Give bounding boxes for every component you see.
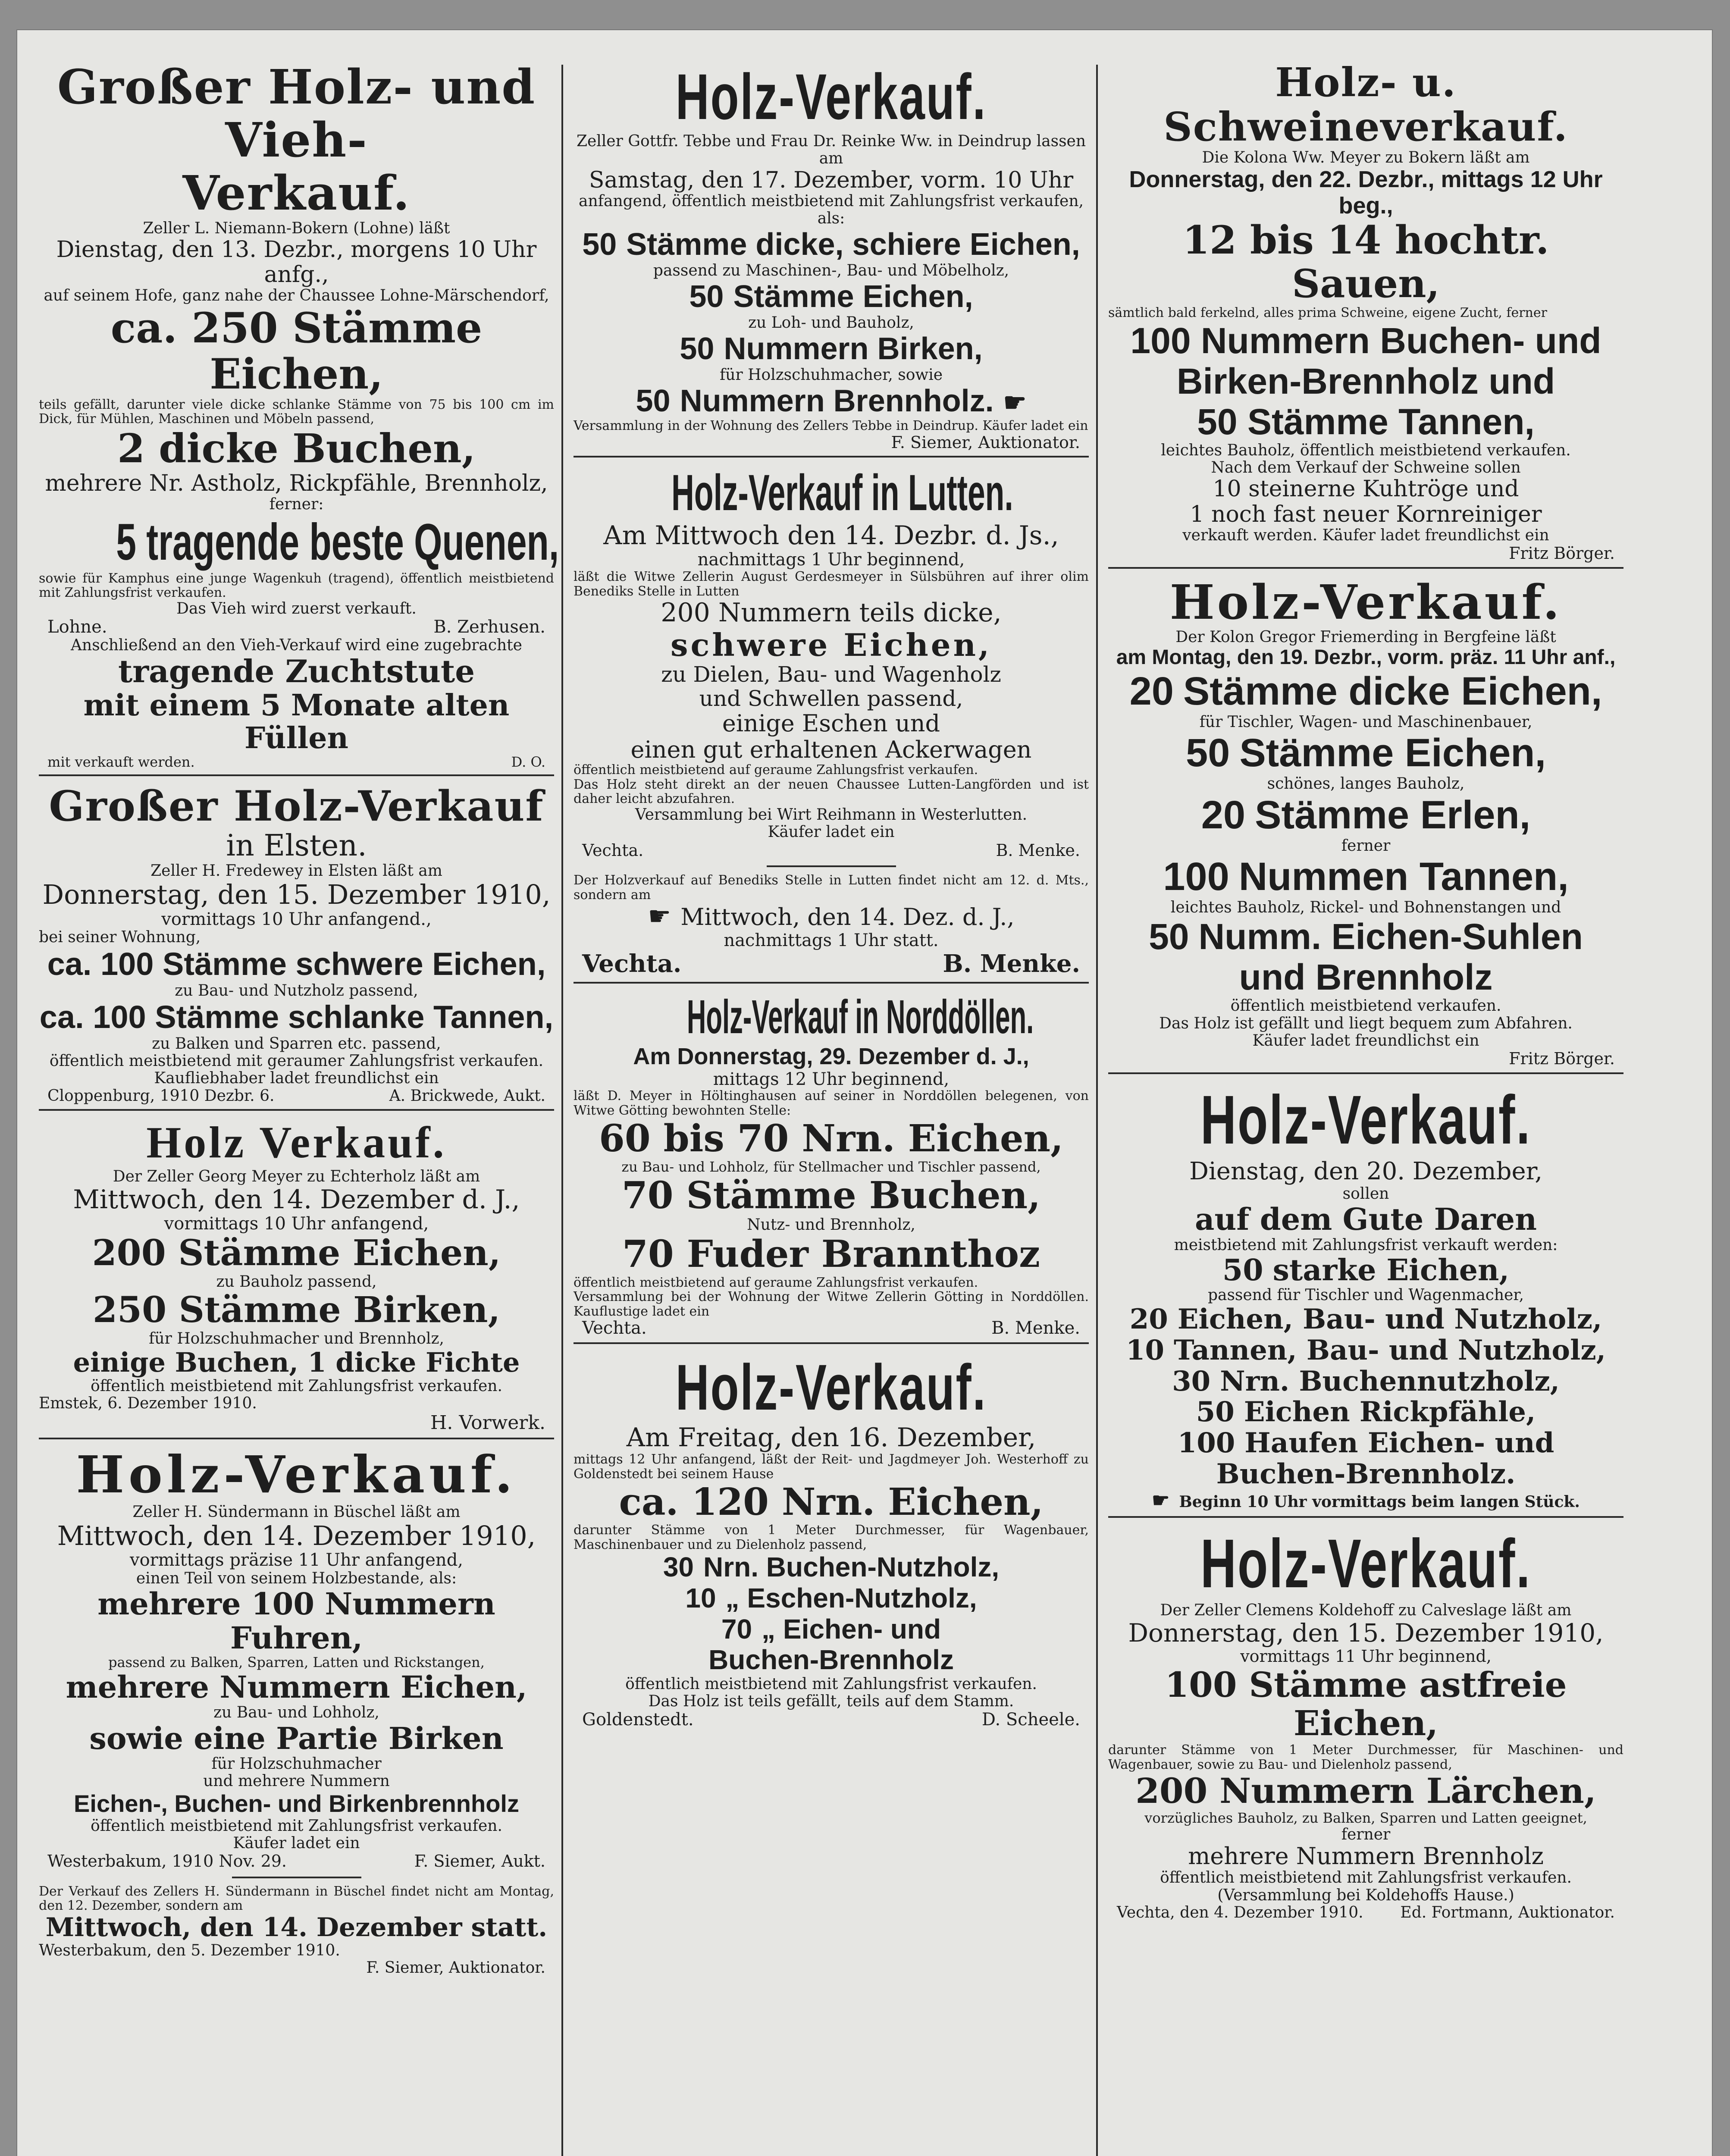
ad-fredewey bbox=[39, 774, 554, 1105]
ad-friemerding bbox=[1108, 567, 1623, 1068]
ad-westerhoff bbox=[574, 1342, 1089, 1730]
notice-line bbox=[1108, 1489, 1623, 1512]
lot-item bbox=[1108, 855, 1623, 899]
ad-text: ferner bbox=[1341, 1825, 1391, 1843]
signature bbox=[574, 950, 1089, 978]
ad-meyer-echterholz bbox=[39, 1109, 554, 1433]
ad-text: öffentlich meistbietend auf geraume Zahlungsfrist verkaufen. bbox=[574, 1275, 978, 1290]
signature bbox=[39, 755, 554, 770]
lot-description: und Brennholz bbox=[1239, 957, 1493, 998]
ad-text: Die Kolona Ww. Meyer zu Bokern läßt am bbox=[1202, 149, 1530, 167]
ad-text: Zeller H. Fredewey in Elsten läßt am bbox=[150, 862, 442, 880]
ad-niemann bbox=[39, 59, 559, 771]
signature-place: Vechta. bbox=[582, 1318, 647, 1338]
lot-quantity: 50 bbox=[689, 279, 724, 314]
ad-text: Dienstag, den 20. Dezember, bbox=[1189, 1157, 1542, 1186]
lot-quantity: 50 bbox=[636, 384, 671, 419]
notice-line bbox=[574, 902, 1089, 931]
ad-text: zu Bau- und Nutzholz passend, bbox=[175, 981, 418, 1000]
ad-text: Das Holz steht direkt an der neuen Chaussee Lutten-Langförden und ist daher leicht abzufahren. bbox=[574, 777, 1089, 807]
ad-text: Käufer ladet freundlichst ein bbox=[1252, 1032, 1479, 1050]
ad-text: vormittags 10 Uhr anfangend., bbox=[161, 909, 432, 929]
ad-title: Holz-Verkauf. bbox=[1200, 1081, 1532, 1158]
signature bbox=[574, 433, 1089, 452]
lot-item bbox=[574, 279, 1089, 314]
ad-text: Am Freitag, den 16. Dezember, bbox=[626, 1423, 1036, 1453]
lot-description: Buchen-Brennholz. bbox=[1216, 1457, 1516, 1490]
separator bbox=[232, 1877, 361, 1878]
ad-title: Holz-Verkauf in Lutten. bbox=[671, 464, 1013, 522]
ad-text: zu Bauholz passend, bbox=[216, 1272, 377, 1291]
lot-item bbox=[574, 227, 1089, 262]
ad-text: Zeller L. Niemann-Bokern (Lohne) läßt bbox=[143, 219, 450, 237]
ad-highlight: 100 Stämme astfreie bbox=[1165, 1664, 1567, 1705]
signature-name: Fritz Börger. bbox=[1509, 544, 1615, 563]
ad-highlight: Mittwoch, den 14. Dezember statt. bbox=[45, 1912, 548, 1943]
ad-text: zu Balken und Sparren etc. passend, bbox=[152, 1034, 441, 1053]
ad-text: öffentlich meistbietend mit geraumer Zahlungsfrist verkaufen. bbox=[49, 1052, 544, 1070]
ad-text: zu Loh- und Bauholz, bbox=[748, 314, 914, 332]
column-2 bbox=[574, 60, 1089, 1730]
signature-name: B. Menke. bbox=[996, 840, 1080, 860]
ad-text: ferner: bbox=[269, 495, 324, 514]
column-rule bbox=[1096, 65, 1098, 2156]
ad-text: Zeller H. Sündermann in Büschel läßt am bbox=[132, 1503, 461, 1521]
ad-highlight: ca. 100 Stämme schwere Eichen, bbox=[47, 946, 546, 982]
ad-highlight: auf dem Gute Daren bbox=[1195, 1201, 1537, 1238]
lot-description: Eichen Rickpfähle, bbox=[1244, 1396, 1536, 1429]
signature-place: Cloppenburg, 1910 Dezbr. 6. bbox=[47, 1087, 275, 1105]
lot-quantity: 10 bbox=[685, 1582, 716, 1614]
ad-highlight: Eichen, bbox=[1293, 1703, 1439, 1744]
signature bbox=[39, 1412, 554, 1433]
lot-item bbox=[574, 384, 1089, 419]
ad-text: Versammlung in der Wohnung des Zellers Tebbe in Deindrup. Käufer ladet ein bbox=[574, 418, 1088, 433]
ad-text: für Tischler, Wagen- und Maschinenbauer, bbox=[1199, 713, 1533, 731]
lot-quantity: 20 bbox=[1201, 793, 1246, 837]
ad-text: zu Dielen, Bau- und Wagenholz bbox=[661, 662, 1001, 687]
signature-name: D. O. bbox=[511, 754, 545, 771]
lot-description: Nummern Brennholz. bbox=[680, 384, 994, 419]
lot-item bbox=[1108, 1397, 1623, 1428]
ad-text: auf seinem Hofe, ganz nahe der Chaussee Lohne-Märschendorf, bbox=[44, 287, 549, 305]
ad-title: Holz-Verkauf. bbox=[1200, 1524, 1532, 1602]
ad-text: vormittags 11 Uhr beginnend, bbox=[1240, 1647, 1492, 1666]
pointing-hand-icon: ☛ bbox=[1003, 388, 1027, 417]
signature-place: Westerbakum, 1910 Nov. 29. bbox=[47, 1852, 287, 1871]
lot-quantity: 20 bbox=[1129, 669, 1174, 713]
signature-place: Vechta. bbox=[582, 950, 682, 978]
ad-title: Großer Holz- und Vieh- bbox=[57, 59, 536, 168]
lot-quantity: 100 bbox=[1177, 1427, 1235, 1460]
lot-quantity: 50 bbox=[1149, 916, 1189, 957]
ad-highlight: 50 Stämme Tannen, bbox=[1197, 401, 1535, 442]
lot-quantity: 50 bbox=[1185, 731, 1230, 775]
ad-text: 10 steinerne Kuhtröge und bbox=[1213, 476, 1519, 502]
ad-highlight: 200 Nummern teils dicke, bbox=[661, 598, 1002, 628]
lot-item bbox=[1108, 1254, 1623, 1287]
lot-description: Stämme Eichen, bbox=[733, 279, 973, 314]
ad-text: zu Bau- und Lohholz, bbox=[213, 1704, 379, 1722]
ad-text: verkauft werden. Käufer ladet freundlichst ein bbox=[1182, 526, 1549, 544]
column-1 bbox=[39, 59, 559, 1977]
signature-name: F. Siemer, Aukt. bbox=[414, 1852, 545, 1871]
ad-text: öffentlich meistbietend auf geraume Zahlungsfrist verkaufen. bbox=[574, 762, 978, 778]
ad-text: Mittwoch, den 14. Dez. d. J., bbox=[680, 903, 1015, 931]
ad-title: Holz-Verkauf. bbox=[675, 60, 987, 133]
signature-name: H. Vorwerk. bbox=[430, 1412, 545, 1434]
ad-text: Das Holz ist gefällt und liegt bequem zum Abfahren. bbox=[1159, 1014, 1573, 1032]
ad-highlight: 2 dicke Buchen, bbox=[117, 425, 476, 472]
ad-text: Der Holzverkauf auf Benediks Stelle in Lutten findet nicht am 12. d. Mts., sondern am bbox=[574, 873, 1089, 903]
ad-title: Holz-Verkauf. bbox=[675, 1351, 987, 1424]
ad-text: mittags 12 Uhr beginnend, bbox=[713, 1069, 950, 1089]
ad-title: Holz-Verkauf. bbox=[1169, 574, 1562, 630]
ad-gut-daren bbox=[1108, 1072, 1623, 1512]
ad-highlight: mit einem 5 Monate alten Füllen bbox=[83, 688, 510, 756]
ad-text: meistbietend mit Zahlungsfrist verkauft werden: bbox=[1174, 1236, 1558, 1254]
ad-text: für Holzschuhmacher, sowie bbox=[719, 366, 943, 384]
lot-description: Stämme dicke, schiere Eichen, bbox=[626, 227, 1080, 262]
signature bbox=[574, 1710, 1089, 1730]
lot-description: Haufen Eichen- und bbox=[1244, 1427, 1554, 1460]
signature bbox=[574, 1319, 1089, 1338]
ad-text: sollen bbox=[1342, 1185, 1389, 1203]
lot-description: Stämme Eichen, bbox=[1239, 731, 1546, 775]
ad-highlight: 5 tragende beste Quenen, bbox=[116, 513, 559, 571]
ad-text: Käufer ladet ein bbox=[233, 1834, 360, 1852]
signature-name: B. Zerhusen. bbox=[433, 617, 545, 637]
ad-highlight: 70 Stämme Buchen, bbox=[621, 1173, 1041, 1217]
signature bbox=[39, 617, 554, 637]
lot-quantity: 20 bbox=[1129, 1303, 1168, 1336]
signature-place: Goldenstedt. bbox=[582, 1710, 694, 1730]
signature-place: Vechta. bbox=[582, 840, 644, 860]
ad-text: Mittwoch, den 14. Dezember 1910, bbox=[57, 1520, 536, 1551]
ad-text: Nach dem Verkauf der Schweine sollen bbox=[1211, 459, 1521, 477]
ad-text: läßt die Witwe Zellerin August Gerdesmeyer in Sülsbühren auf ihrer olim Benediks Stelle in Lutten bbox=[574, 569, 1089, 599]
ad-highlight: ca. 250 Stämme Eichen, bbox=[110, 303, 483, 399]
ad-norddoellen bbox=[574, 982, 1089, 1338]
lot-item bbox=[1108, 1366, 1623, 1397]
ad-text: Der Zeller Georg Meyer zu Echterholz läßt am bbox=[113, 1167, 480, 1185]
signature-place: Vechta, den 4. Dezember 1910. bbox=[1117, 1904, 1363, 1922]
ad-highlight: mehrere 100 Nummern Fuhren, bbox=[97, 1586, 495, 1656]
lot-item bbox=[1108, 731, 1623, 775]
ad-highlight: schwere Eichen, bbox=[671, 626, 992, 663]
ad-text: für Holzschuhmacher bbox=[211, 1755, 382, 1773]
lot-quantity: 50 bbox=[680, 332, 715, 367]
ad-highlight: 60 bis 70 Nrn. Eichen, bbox=[599, 1116, 1063, 1160]
lot-quantity: 10 bbox=[1125, 1334, 1165, 1367]
ad-text: (Versammlung bei Koldehoffs Hause.) bbox=[1217, 1886, 1514, 1904]
lot-item bbox=[1108, 916, 1623, 957]
lot-description: Nrn. Buchennutzholz, bbox=[1220, 1365, 1560, 1398]
ad-text: schönes, langes Bauholz, bbox=[1267, 775, 1465, 793]
signature-name: Ed. Fortmann, Auktionator. bbox=[1400, 1904, 1615, 1922]
lot-item bbox=[1108, 669, 1623, 714]
ad-text: ferner bbox=[1341, 837, 1391, 855]
ad-text: passend zu Maschinen-, Bau- und Möbelholz, bbox=[653, 262, 1009, 280]
lot-item bbox=[1108, 793, 1623, 837]
ad-text: nachmittags 1 Uhr statt. bbox=[724, 931, 939, 951]
lot-item bbox=[1108, 1335, 1623, 1366]
ad-title: Holz- u. Schweineverkauf. bbox=[1163, 59, 1568, 150]
ad-text: 1 noch fast neuer Kornreiniger bbox=[1190, 501, 1542, 527]
signature bbox=[39, 1959, 554, 1977]
ad-highlight: sowie eine Partie Birken bbox=[89, 1720, 504, 1756]
signature-place: Lohne. bbox=[47, 617, 107, 637]
ad-title: Holz-Verkauf in Norddöllen. bbox=[686, 990, 1034, 1044]
ad-text: passend zu Balken, Sparren, Latten und Rickstangen, bbox=[108, 1654, 485, 1671]
ad-title: Holz Verkauf. bbox=[146, 1118, 447, 1168]
ad-text: öffentlich meistbietend mit Zahlungsfrist verkaufen. bbox=[91, 1817, 502, 1835]
ad-text: Westerbakum, den 5. Dezember 1910. bbox=[39, 1942, 340, 1960]
lot-item bbox=[574, 1552, 1089, 1583]
ad-highlight: 250 Stämme Birken, bbox=[92, 1289, 500, 1331]
ad-text: läßt D. Meyer in Höltinghausen auf seiner in Norddöllen belegenen, von Witwe Götting bewohnten Stelle: bbox=[574, 1088, 1089, 1119]
ad-text: Dienstag, den 13. Dezbr., morgens 10 Uhr anfg., bbox=[56, 236, 537, 288]
signature-name: D. Scheele. bbox=[981, 1710, 1080, 1730]
ad-text: passend für Tischler und Wagenmacher, bbox=[1207, 1286, 1524, 1304]
lot-description: „ Eichen- und bbox=[762, 1613, 941, 1645]
signature-name: A. Brickwede, Aukt. bbox=[389, 1087, 545, 1105]
ad-meyer-bokern bbox=[1108, 60, 1623, 563]
ad-text: Das Holz ist teils gefällt, teils auf dem Stamm. bbox=[648, 1692, 1014, 1711]
ad-text: nachmittags 1 Uhr beginnend, bbox=[697, 550, 965, 570]
lot-description: Buchen-Brennholz bbox=[708, 1644, 954, 1676]
lot-quantity: 70 bbox=[721, 1613, 752, 1645]
lot-item bbox=[574, 332, 1089, 367]
ad-highlight: 200 Stämme Eichen, bbox=[92, 1232, 501, 1274]
lot-description: starke Eichen, bbox=[1272, 1253, 1510, 1288]
ad-text: Donnerstag, den 15. Dezember 1910, bbox=[42, 879, 551, 911]
lot-description: Tannen, Bau- und Nutzholz, bbox=[1174, 1334, 1606, 1367]
lot-quantity: 100 bbox=[1163, 854, 1229, 899]
ad-text: einen gut erhaltenen Ackerwagen bbox=[630, 736, 1032, 763]
ad-text: Am Donnerstag, 29. Dezember d. J., bbox=[633, 1044, 1029, 1070]
ad-text: Der Kolon Gregor Friemerding in Bergfeine läßt bbox=[1175, 628, 1556, 646]
lot-quantity: 50 bbox=[1196, 1396, 1235, 1429]
pointing-hand-icon: ☛ bbox=[1152, 1489, 1170, 1512]
ad-text: sowie für Kamphus eine junge Wagenkuh (tragend), öffentlich meistbietend mit Zahlungsfrist verkaufen. bbox=[39, 570, 554, 601]
ad-text: Beginn 10 Uhr vormittags beim langen Stück. bbox=[1179, 1493, 1580, 1511]
ad-highlight: mehrere Nummern Eichen, bbox=[66, 1669, 527, 1705]
newspaper-page bbox=[17, 30, 1712, 2156]
ad-text: Das Vieh wird zuerst verkauft. bbox=[176, 600, 417, 618]
signature bbox=[1108, 1050, 1623, 1068]
ad-title: Verkauf. bbox=[182, 165, 411, 221]
lot-description: Nummen Tannen, bbox=[1238, 854, 1569, 899]
lot-description: Stämme Erlen, bbox=[1255, 793, 1531, 837]
ad-text: Am Mittwoch den 14. Dezbr. d. Js., bbox=[603, 520, 1059, 551]
signature bbox=[1108, 544, 1623, 563]
lot-item bbox=[574, 1614, 1089, 1645]
lot-quantity: 30 bbox=[1172, 1365, 1211, 1398]
ad-highlight: 100 Nummern Buchen- und bbox=[1130, 320, 1602, 361]
lot-description: Eichen, Bau- und Nutzholz, bbox=[1177, 1303, 1602, 1336]
ad-text: Der Verkauf des Zellers H. Sündermann in Büschel findet nicht am Montag, den 12. Dezember, sondern am bbox=[39, 1883, 554, 1914]
ad-text: Mittwoch, den 14. Dezember d. J., bbox=[73, 1184, 520, 1215]
ad-suendermann bbox=[39, 1438, 554, 1977]
ad-highlight: ca. 100 Stämme schlanke Tannen, bbox=[39, 999, 554, 1035]
lot-quantity: 50 bbox=[1222, 1253, 1263, 1288]
lot-description: „ Eschen-Nutzholz, bbox=[725, 1582, 977, 1614]
ad-text: teils gefällt, darunter viele dicke schlanke Stämme von 75 bis 100 cm im Dick, für Mühlen, Maschinen und Möbeln passend, bbox=[39, 397, 554, 427]
ad-highlight: 200 Nummern Lärchen, bbox=[1135, 1771, 1596, 1811]
ad-text: öffentlich meistbietend mit Zahlungsfrist verkaufen. bbox=[625, 1675, 1037, 1693]
ad-text: darunter Stämme von 1 Meter Durchmesser, für Wagenbauer, Maschinenbauer und zu Dielenholz passend, bbox=[574, 1522, 1089, 1552]
ad-text: Emstek, 6. Dezember 1910. bbox=[39, 1394, 257, 1412]
ad-text: Versammlung bei Wirt Reihmann in Westerlutten. bbox=[635, 805, 1028, 824]
ad-text: Donnerstag, den 15. Dezember 1910, bbox=[1128, 1618, 1604, 1648]
ad-title: Holz-Verkauf. bbox=[76, 1445, 517, 1505]
ad-text: Nutz- und Brennholz, bbox=[747, 1216, 915, 1234]
ad-text: vormittags 10 Uhr anfangend, bbox=[164, 1214, 429, 1234]
ad-koldehoff bbox=[1108, 1516, 1623, 1922]
lot-item bbox=[574, 1583, 1089, 1614]
ad-text: einen Teil von seinem Holzbestande, als: bbox=[136, 1570, 457, 1588]
signature bbox=[1108, 1904, 1623, 1921]
ad-text: leichtes Bauholz, Rickel- und Bohnenstangen und bbox=[1170, 899, 1561, 916]
ad-text: Zeller Gottfr. Tebbe und Frau Dr. Reinke Ww. in Deindrup lassen am bbox=[576, 132, 1086, 168]
signature-name: B. Menke. bbox=[991, 1318, 1080, 1338]
lot-description: Nrn. Buchen-Nutzholz, bbox=[703, 1551, 1000, 1583]
ad-text: mittags 12 Uhr anfangend, läßt der Reit- und Jagdmeyer Joh. Westerhoff zu Goldenstedt bei seinem Hause bbox=[574, 1452, 1089, 1482]
column-rule bbox=[561, 65, 563, 2156]
ad-text: öffentlich meistbietend verkaufen. bbox=[1230, 997, 1501, 1015]
lot-description: Numm. Eichen-Suhlen bbox=[1198, 916, 1583, 957]
lot-quantity: 50 bbox=[582, 227, 617, 262]
column-3 bbox=[1108, 60, 1623, 1921]
signature-name: F. Siemer, Auktionator. bbox=[891, 432, 1080, 452]
ad-text: Anschließend an den Vieh-Verkauf wird eine zugebrachte bbox=[71, 636, 522, 655]
signature-name: B. Menke. bbox=[943, 950, 1080, 978]
ad-text: einige Eschen und bbox=[722, 710, 940, 737]
ad-text: Kaufliebhaber ladet freundlichst ein bbox=[154, 1069, 439, 1087]
ad-text: Samstag, den 17. Dezember, vorm. 10 Uhr bbox=[589, 167, 1074, 193]
ad-text: Käufer ladet ein bbox=[768, 823, 895, 841]
signature-name: Fritz Börger. bbox=[1509, 1049, 1615, 1069]
ad-text: vormittags präzise 11 Uhr anfangend, bbox=[129, 1550, 464, 1570]
ad-title: Großer Holz-Verkauf bbox=[49, 782, 544, 831]
ad-text: mehrere Nummern Brennholz bbox=[1188, 1843, 1544, 1870]
ad-text: am Montag, den 19. Dezbr., vorm. präz. 11 Uhr anf., bbox=[1116, 646, 1616, 669]
pointing-hand-icon: ☛ bbox=[648, 901, 671, 932]
separator bbox=[767, 865, 896, 867]
signature bbox=[39, 1852, 554, 1871]
ad-text: darunter Stämme von 1 Meter Durchmesser, für Maschinen- und Wagenbauer, sowie zu Bau- und Dielenholz passend, bbox=[1108, 1742, 1623, 1772]
ad-text: anfangend, öffentlich meistbietend mit Zahlungsfrist verkaufen, als: bbox=[579, 192, 1084, 228]
ad-highlight: tragende Zuchtstute bbox=[118, 653, 475, 690]
ad-text: Der Zeller Clemens Koldehoff zu Calveslage läßt am bbox=[1160, 1601, 1572, 1620]
ad-text: leichtes Bauholz, öffentlich meistbietend verkaufen. bbox=[1161, 441, 1571, 459]
ad-text: für Holzschuhmacher und Brennholz, bbox=[149, 1329, 444, 1348]
ad-text: Versammlung bei der Wohnung der Witwe Zellerin Götting in Norddöllen. Kauflustige ladet ein bbox=[574, 1289, 1089, 1319]
ad-lutten bbox=[574, 456, 1089, 978]
ad-text: sämtlich bald ferkelnd, alles prima Schweine, eigene Zucht, ferner bbox=[1108, 305, 1547, 320]
ad-text: bei seiner Wohnung, bbox=[39, 928, 201, 946]
ad-highlight: 70 Fuder Brannthoz bbox=[622, 1232, 1040, 1276]
ad-highlight: 12 bis 14 hochtr. Sauen, bbox=[1182, 217, 1549, 307]
ad-highlight: Eichen-, Buchen- und Birkenbrennholz bbox=[74, 1789, 519, 1817]
signature-place: mit verkauft werden. bbox=[47, 754, 195, 771]
signature bbox=[39, 1087, 554, 1105]
ad-text: öffentlich meistbietend mit Zahlungsfrist verkaufen. bbox=[1160, 1869, 1572, 1887]
ad-text: mehrere Nr. Astholz, Rickpfähle, Brennholz, bbox=[45, 470, 548, 496]
ad-highlight: ca. 120 Nrn. Eichen, bbox=[619, 1480, 1044, 1524]
ad-text: vorzügliches Bauholz, zu Balken, Sparren und Latten geeignet, bbox=[1144, 1809, 1587, 1826]
lot-quantity: 30 bbox=[663, 1551, 694, 1583]
lot-description: Stämme dicke Eichen, bbox=[1183, 669, 1602, 713]
lot-item bbox=[1108, 1304, 1623, 1335]
lot-item bbox=[1108, 1428, 1623, 1459]
lot-description: Nummern Birken, bbox=[724, 332, 983, 367]
ad-text: zu Bau- und Lohholz, für Stellmacher und Tischler passend, bbox=[621, 1158, 1041, 1175]
ad-text: und mehrere Nummern bbox=[203, 1772, 390, 1790]
signature-name: F. Siemer, Auktionator. bbox=[366, 1959, 545, 1977]
ad-text: Donnerstag, den 22. Dezbr., mittags 12 Uhr beg., bbox=[1129, 166, 1603, 219]
ad-text: öffentlich meistbietend mit Zahlungsfrist verkaufen. bbox=[91, 1377, 502, 1395]
ad-text: und Schwellen passend, bbox=[699, 686, 963, 711]
signature bbox=[574, 841, 1089, 860]
ad-highlight: einige Buchen, 1 dicke Fichte bbox=[73, 1347, 520, 1379]
ad-highlight: Birken-Brennholz und bbox=[1176, 360, 1555, 401]
ad-tebbe bbox=[574, 60, 1089, 451]
ad-subtitle: in Elsten. bbox=[226, 828, 367, 863]
